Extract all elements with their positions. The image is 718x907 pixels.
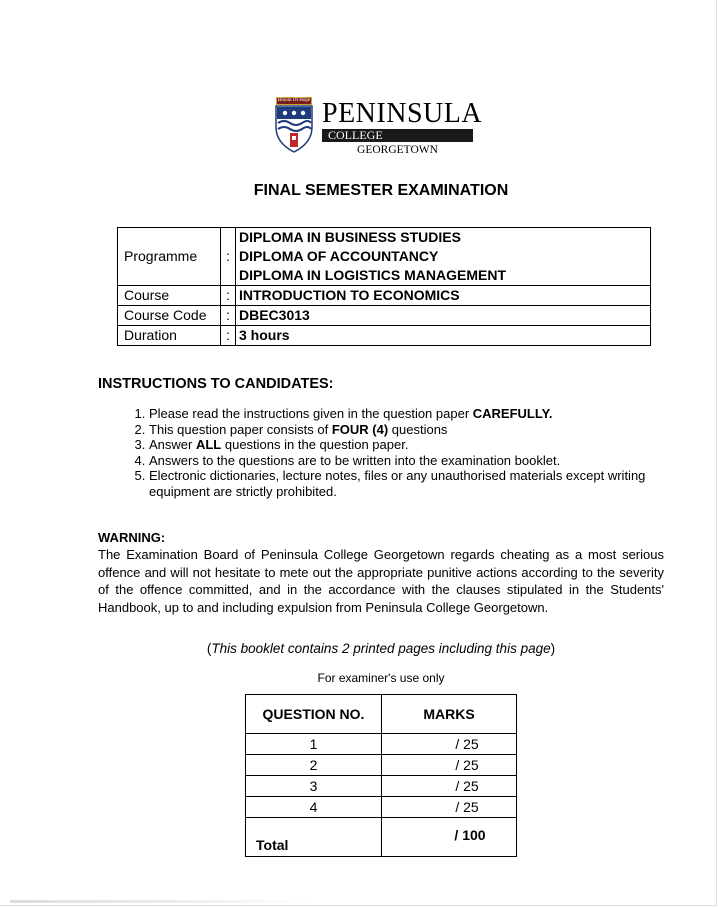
total-value: / 100 bbox=[382, 818, 517, 857]
question-no-header: QUESTION NO. bbox=[246, 695, 382, 734]
course-value: INTRODUCTION TO ECONOMICS bbox=[236, 286, 651, 306]
marks-table bbox=[245, 694, 517, 857]
programme-row bbox=[118, 228, 651, 286]
instruction-item: 1. Please read the instructions given in the question paper CAREFULLY. bbox=[149, 406, 697, 422]
table-row bbox=[246, 797, 517, 818]
question-marks: / 25 bbox=[382, 734, 517, 755]
logo-name: PENINSULA bbox=[322, 98, 483, 129]
total-label: Total bbox=[246, 818, 382, 857]
booklet-note: (This booklet contains 2 printed pages including this page) bbox=[206, 641, 556, 656]
exam-info-table bbox=[117, 227, 651, 346]
question-marks: / 25 bbox=[382, 755, 517, 776]
course-code-row bbox=[118, 306, 651, 326]
question-number: 1 bbox=[246, 734, 382, 755]
marks-header: MARKS bbox=[382, 695, 517, 734]
question-number: 2 bbox=[246, 755, 382, 776]
instruction-item: 4. Answers to the questions are to be written into the examination booklet. bbox=[149, 453, 697, 469]
colon: : bbox=[221, 326, 236, 346]
table-row bbox=[246, 755, 517, 776]
programme-item: DIPLOMA IN LOGISTICS MANAGEMENT bbox=[239, 267, 507, 283]
question-number: 4 bbox=[246, 797, 382, 818]
programme-values bbox=[236, 228, 651, 286]
logo-banner-text: Bloom Of Hope bbox=[277, 98, 311, 103]
course-code-label: Course Code bbox=[118, 306, 221, 326]
colon: : bbox=[221, 228, 236, 286]
instruction-item: 5. Electronic dictionaries, lecture notes, files or any unauthorised materials except writing equipment are strictly prohibited. bbox=[149, 468, 697, 499]
marks-header-row bbox=[246, 695, 517, 734]
college-logo bbox=[273, 97, 483, 157]
duration-label: Duration bbox=[118, 326, 221, 346]
instruction-item: 2. This question paper consists of FOUR (4) questions bbox=[149, 422, 697, 438]
crest-icon bbox=[273, 97, 315, 153]
examiner-note: For examiner's use only bbox=[317, 671, 445, 685]
table-row bbox=[246, 776, 517, 797]
question-marks: / 25 bbox=[382, 776, 517, 797]
programme-label: Programme bbox=[118, 228, 221, 286]
course-row bbox=[118, 286, 651, 306]
colon: : bbox=[221, 286, 236, 306]
programme-item: DIPLOMA IN BUSINESS STUDIES bbox=[239, 229, 461, 245]
instruction-item: 3. Answer ALL questions in the question paper. bbox=[149, 437, 697, 453]
duration-value: 3 hours bbox=[236, 326, 651, 346]
course-code-value: DBEC3013 bbox=[236, 306, 651, 326]
total-row bbox=[246, 818, 517, 857]
instructions-list bbox=[110, 406, 697, 499]
warning-body: The Examination Board of Peninsula College Georgetown regards cheating as a most serious offence and will not hesitate to mete out the appropriate punitive actions according to the severity of the offence committed, and in the accordance with the clauses stipulated in the Students' Handbook, up to and including expulsion from Peninsula College Georgetown. bbox=[98, 547, 664, 615]
instructions-heading: INSTRUCTIONS TO CANDIDATES: bbox=[98, 376, 334, 392]
question-number: 3 bbox=[246, 776, 382, 797]
warning-heading: WARNING: bbox=[98, 530, 166, 545]
exam-title: FINAL SEMESTER EXAMINATION bbox=[253, 182, 509, 199]
duration-row bbox=[118, 326, 651, 346]
course-label: Course bbox=[118, 286, 221, 306]
table-row bbox=[246, 734, 517, 755]
question-marks: / 25 bbox=[382, 797, 517, 818]
logo-college-bar: COLLEGE bbox=[322, 129, 473, 142]
colon: : bbox=[221, 306, 236, 326]
logo-location: GEORGETOWN bbox=[357, 144, 438, 156]
programme-item: DIPLOMA OF ACCOUNTANCY bbox=[239, 248, 439, 264]
footer-divider bbox=[10, 900, 310, 903]
